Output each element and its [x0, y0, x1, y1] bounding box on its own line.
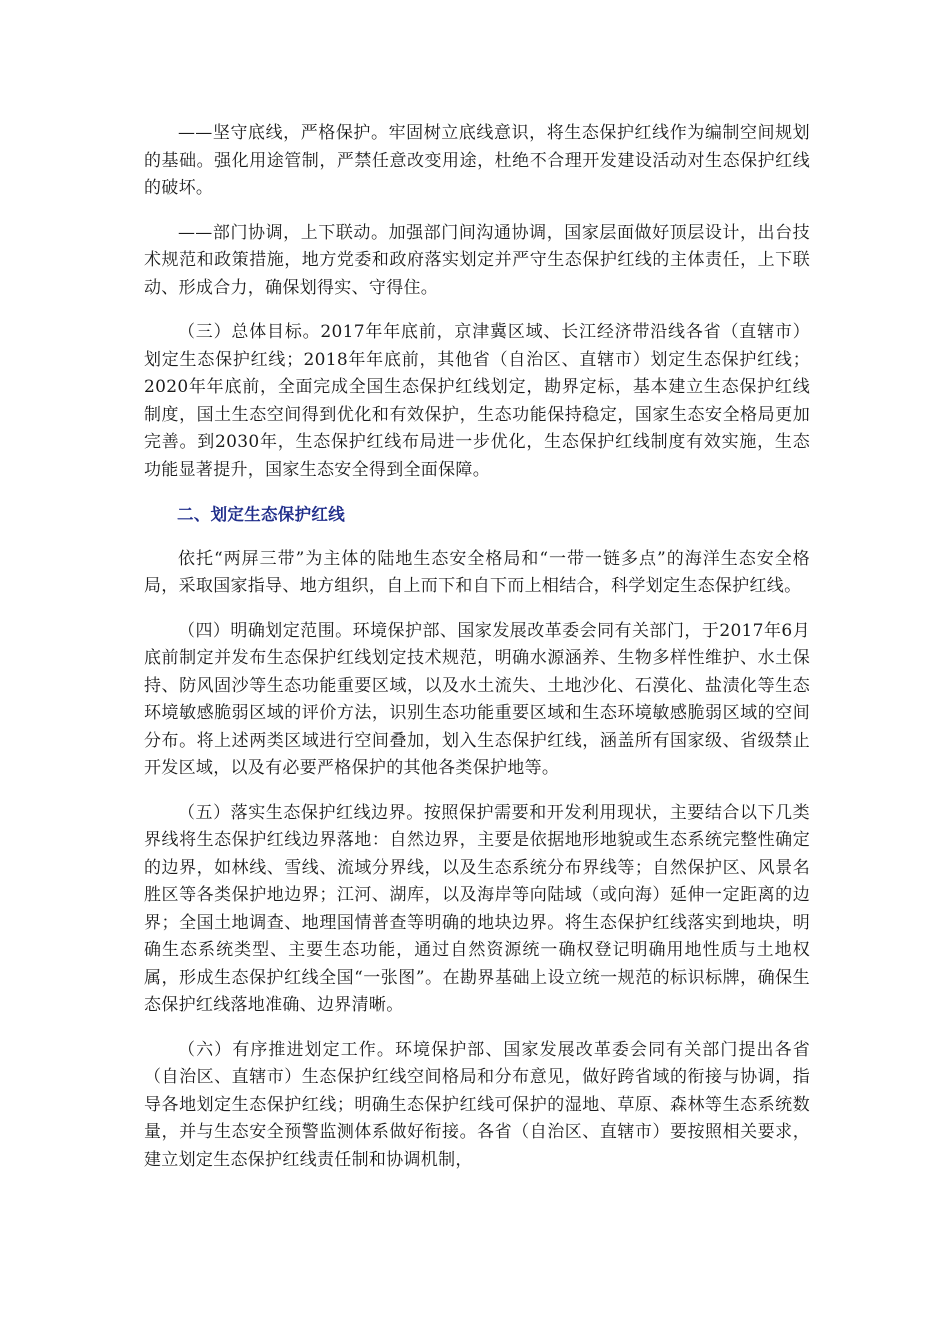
paragraph-implement-boundary: （五）落实生态保护红线边界。按照保护需要和开发利用现状，主要结合以下几类界线将生态保护红线边界落地：自然边界，主要是依据地形地貌或生态系统完整性确定的边界，如林线、雪线、流域分界线，以及生态系统分布界线等；自然保护区、风景名胜区等各类保护地边界；江河、湖库，以及海岸等向陆域（或向海）延伸一定距离的边界；全国土地调查、地理国情普查等明确的地块边界。将生态保护红线落实到地块，明确生态系统类型、主要生态功能，通过自然资源统一确权登记明确用地性质与土地权属，形成生态保护红线全国“一张图”。在勘界基础上设立统一规范的标识标牌，确保生态保护红线落地准确、边界清晰。 [144, 802, 810, 1015]
paragraph-bottom-line-protection: ——坚守底线，严格保护。牢固树立底线意识，将生态保护红线作为编制空间规划的基础。强化用途管制，严禁任意改变用途，杜绝不合理开发建设活动对生态保护红线的破坏。 [144, 123, 810, 198]
paragraph-define-scope: （四）明确划定范围。环境保护部、国家发展改革委会同有关部门，于2017年6月底前制定并发布生态保护红线划定技术规范，明确水源涵养、生物多样性维护、水土保持、防风固沙等生态功能重要区域，以及水土流失、土地沙化、石漠化、盐渍化等生态环境敏感脆弱区域的评价方法，识别生态功能重要区域和生态环境敏感脆弱区域的空间分布。将上述两类区域进行空间叠加，划入生态保护红线，涵盖所有国家级、省级禁止开发区域，以及有必要严格保护的其他各类保护地等。 [144, 620, 810, 778]
paragraph-section-intro: 依托“两屏三带”为主体的陆地生态安全格局和“一带一链多点”的海洋生态安全格局，采取国家指导、地方组织，自上而下和自下而上相结合，科学划定生态保护红线。 [144, 548, 810, 596]
document-body [144, 120, 810, 1191]
section-heading: 二、划定生态保护红线 [177, 505, 345, 524]
paragraph-advance-work: （六）有序推进划定工作。环境保护部、国家发展改革委会同有关部门提出各省（自治区、直辖市）生态保护红线空间格局和分布意见，做好跨省域的衔接与协调，指导各地划定生态保护红线；明确生态保护红线可保护的湿地、草原、森林等生态系统数量，并与生态安全预警监测体系做好衔接。各省（自治区、直辖市）要按照相关要求，建立划定生态保护红线责任制和协调机制， [144, 1039, 810, 1170]
paragraph-department-coordination: ——部门协调，上下联动。加强部门间沟通协调，国家层面做好顶层设计，出台技术规范和政策措施，地方党委和政府落实划定并严守生态保护红线的主体责任，上下联动、形成合力，确保划得实、守得住。 [144, 222, 810, 298]
paragraph-overall-goal: （三）总体目标。2017年年底前，京津冀区域、长江经济带沿线各省（直辖市）划定生态保护红线；2018年年底前，其他省（自治区、直辖市）划定生态保护红线；2020年年底前，全面完成全国生态保护红线划定，勘界定标，基本建立生态保护红线制度，国土生态空间得到优化和有效保护，生态功能保持稳定，国家生态安全格局更加完善。到2030年，生态保护红线布局进一步优化，生态保护红线制度有效实施，生态功能显著提升，国家生态安全得到全面保障。 [144, 322, 810, 480]
